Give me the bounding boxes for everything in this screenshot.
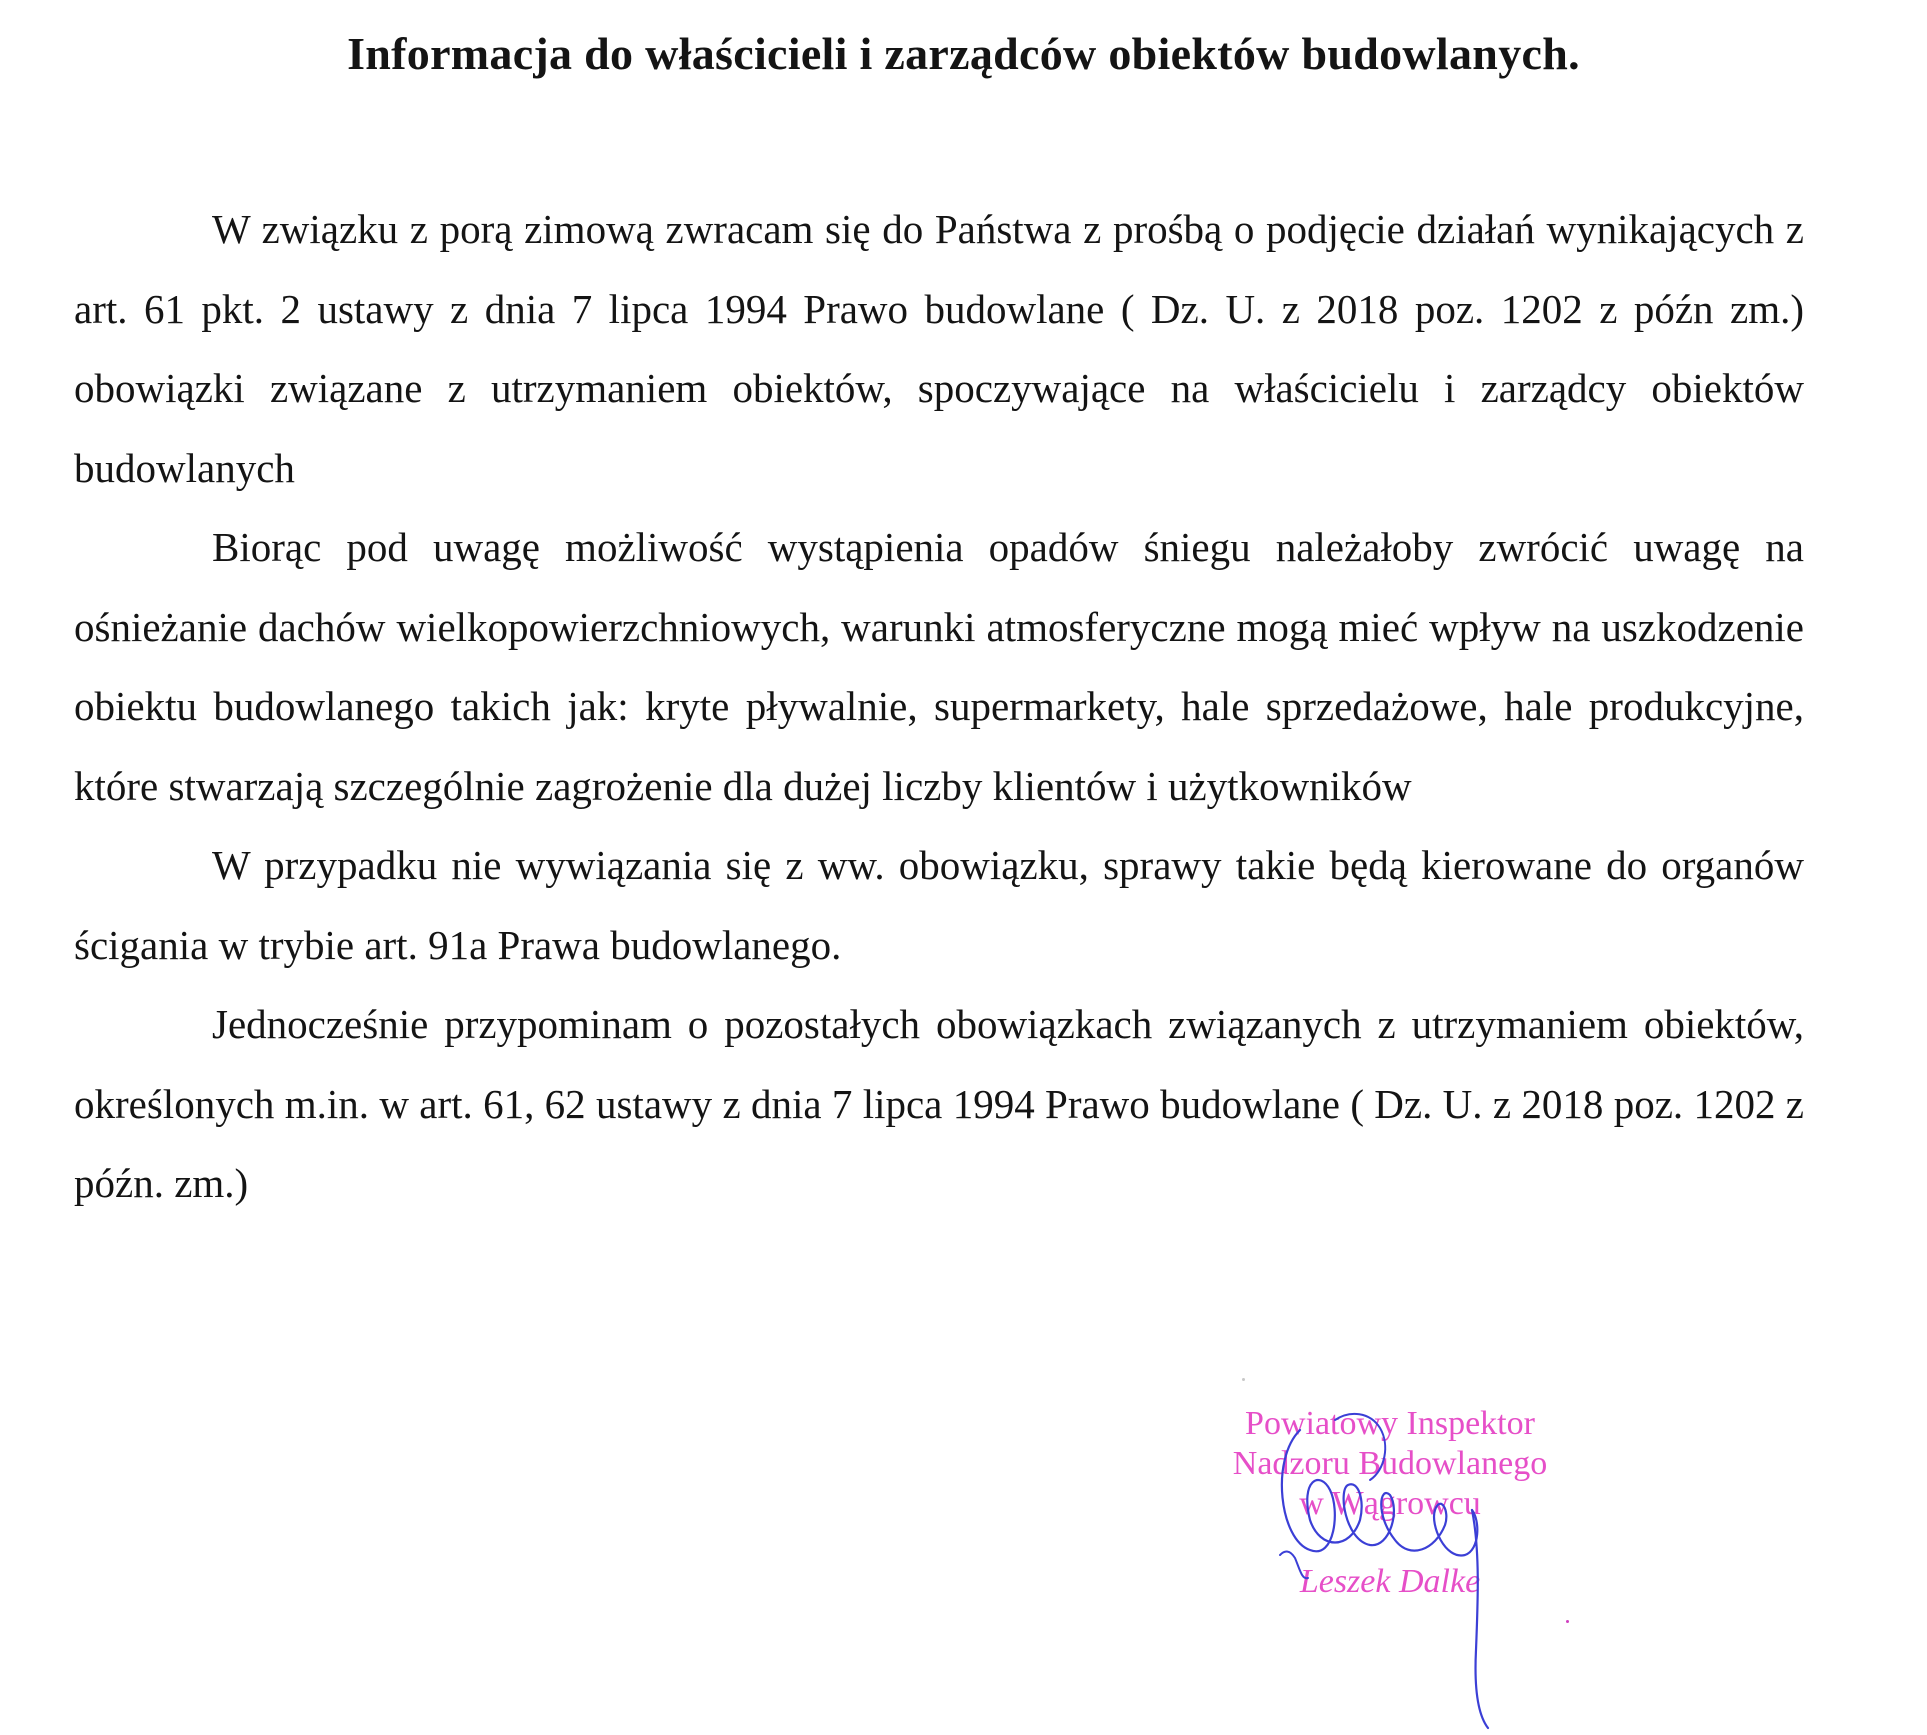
stamp-line-2: Nadzoru Budowlanego xyxy=(1232,1445,1548,1482)
stamp-line-3: w Wągrowcu xyxy=(1299,1485,1481,1522)
stamp-speck xyxy=(1242,1378,1245,1381)
paragraph-2: Biorąc pod uwagę możliwość wystąpienia opadów śniegu należałoby zwrócić uwagę na ośnieżanie dachów wielkopowierzchniowych, warunki atmosferyczne mogą mieć wpływ na uszkodzenie obiektu budowlanego takich jak: kryte pływalnie, supermarkety, hale sprzedażowe, hale produkcyjne, które stwarzają szczególnie zagrożenie dla dużej liczby klientów i użytkowników xyxy=(74,524,1804,809)
paragraph-3: W przypadku nie wywiązania się z ww. obowiązku, sprawy takie będą kierowane do organów ścigania w trybie art. 91a Prawa budowlanego. xyxy=(74,842,1804,968)
paragraph-1: W związku z porą zimową zwracam się do Państwa z prośbą o podjęcie działań wynikających z art. 61 pkt. 2 ustawy z dnia 7 lipca 1994 Prawo budowlane ( Dz. U. z 2018 poz. 1202 z późn zm.) obowiązki związane z utrzymaniem obiektów, spoczywające na właścicielu i zarządcy obiektów budowlanych xyxy=(74,206,1804,491)
official-stamp xyxy=(1180,1404,1600,1602)
document-body xyxy=(74,190,1804,1224)
stamp-signatory-name: Leszek Dalke xyxy=(1299,1563,1481,1600)
stamp-speck xyxy=(1566,1620,1569,1623)
document-title: Informacja do właścicieli i zarządców obiektów budowlanych. xyxy=(347,28,1580,79)
paragraph-4: Jednocześnie przypominam o pozostałych obowiązkach związanych z utrzymaniem obiektów, określonych m.in. w art. 61, 62 ustawy z dnia 7 lipca 1994 Prawo budowlane ( Dz. U. z 2018 poz. 1202 z późn. zm.) xyxy=(74,1001,1804,1206)
stamp-line-1: Powiatowy Inspektor xyxy=(1245,1405,1535,1442)
